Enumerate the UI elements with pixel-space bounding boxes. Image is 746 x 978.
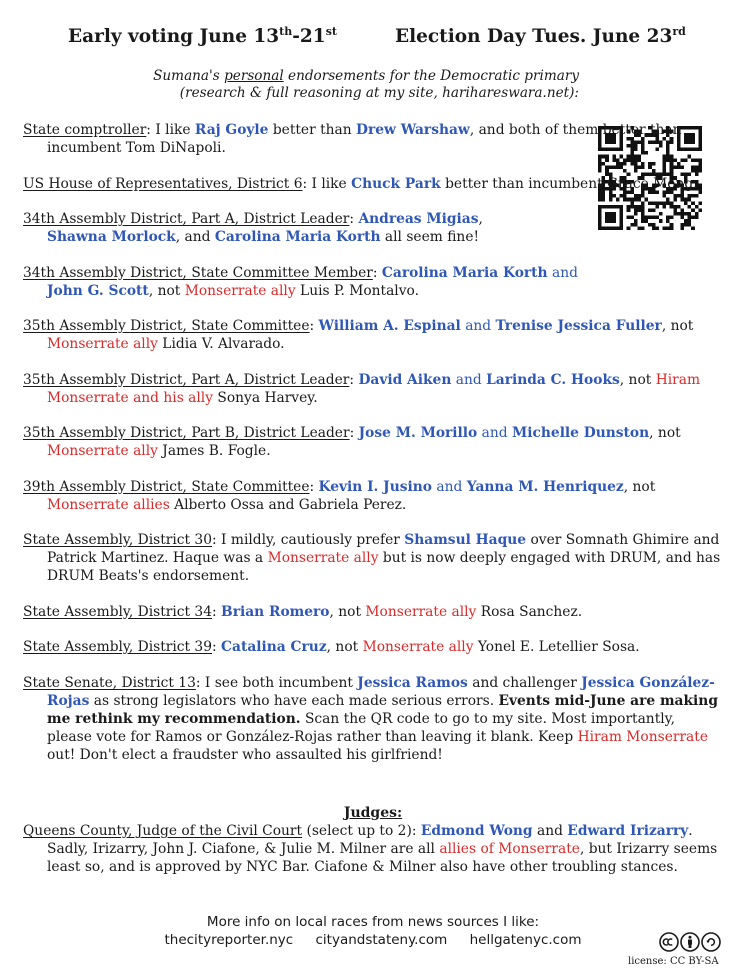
- entry-assembly-30: State Assembly, District 30: I mildly, cautiously prefer Shamsul Haque over Somnath Ghimire and Patrick Martinez. Haque was a Monserrate ally but is now deeply engaged with DRUM, and has DRUM Beats's endorsement.: [23, 532, 721, 584]
- early-voting-heading: Early voting June 13th-21st: [68, 25, 337, 47]
- entry-ad35a-leader: 35th Assembly District, Part A, District Leader: David Aiken and Larinda C. Hooks, not Hiram Monserrate and his ally Sonya Harvey.: [23, 371, 701, 406]
- election-day-heading: Election Day Tues. June 23rd: [395, 25, 686, 47]
- entry-ad34-leader: 34th Assembly District, Part A, District Leader: Andreas Migias, Shawna Morlock, and Carolina Maria Korth all seem fine!: [23, 211, 483, 245]
- endorsement-list: [23, 121, 723, 781]
- footer-intro: More info on local races from news sources I like:: [206, 914, 540, 930]
- site-link-hellgate[interactable]: hellgatenyc.com: [469, 932, 582, 948]
- entry-ad35-committee: 35th Assembly District, State Committee: William A. Espinal and Trenise Jessica Fuller, not Monserrate ally Lidia V. Alvarado.: [23, 318, 694, 352]
- entry-senate-13: State Senate, District 13: I see both incumbent Jessica Ramos and challenger Jessica González-Rojas as strong legislators who have each made serious errors. Events mid-June are making me rethink my recommendation. Scan the QR code to go to my site. Most importantly, please vote for Ramos or González-Rojas rather than leaving it blank. Keep Hiram Monserrate out! Don't elect a fraudster who assaulted his girlfriend!: [23, 674, 718, 763]
- entry-assembly-39: State Assembly, District 39: Catalina Cruz, not Monserrate ally Yonel E. Letellier Sosa.: [23, 639, 640, 655]
- site-link-cityandstate[interactable]: cityandstateny.com: [315, 932, 448, 948]
- license-label: license: CC BY-SA: [628, 956, 719, 967]
- site-link-thecity[interactable]: thecityreporter.nyc: [164, 932, 294, 948]
- entry-ad39-committee: 39th Assembly District, State Committee: Kevin I. Jusino and Yanna M. Henriquez, not Monserrate allies Alberto Ossa and Gabriela Perez.: [23, 478, 656, 513]
- entry-ad35b-leader: 35th Assembly District, Part B, District Leader: Jose M. Morillo and Michelle Dunston, not Monserrate ally James B. Fogle.: [23, 425, 681, 459]
- entry-state-comptroller: State comptroller: I like Raj Goyle better than Drew Warshaw, and both of them better than incumbent Tom DiNapoli.: [23, 122, 682, 156]
- entry-ad34-committee: 34th Assembly District, State Committee Member: Carolina Maria Korth and John G. Scott, not Monserrate ally Luis P. Montalvo.: [23, 264, 578, 299]
- footer: [0, 913, 746, 949]
- entry-civil-court-judge: Queens County, Judge of the Civil Court (select up to 2): Edmond Wong and Edward Irizarry. Sadly, Irizarry, John J. Ciafone, & Julie M. Milner are all allies of Monserrate, but Irizarry seems least so, and is approved by NYC Bar. Ciafone & Milner also have other troubling stances.: [23, 823, 718, 875]
- footer-sites: [0, 931, 746, 949]
- judges-heading: Judges:: [343, 805, 403, 821]
- cc-by-sa-icon: [659, 932, 721, 952]
- intro-text: Sumana's personal endorsements for the Democratic primary (research & full reasoning at my site, harihareswara.net):: [153, 68, 579, 101]
- entry-assembly-34: State Assembly, District 34: Brian Romero, not Monserrate ally Rosa Sanchez.: [23, 603, 583, 620]
- entry-us-house-6: US House of Representatives, District 6: I like Chuck Park better than incumbent Grace Meng.: [23, 175, 698, 192]
